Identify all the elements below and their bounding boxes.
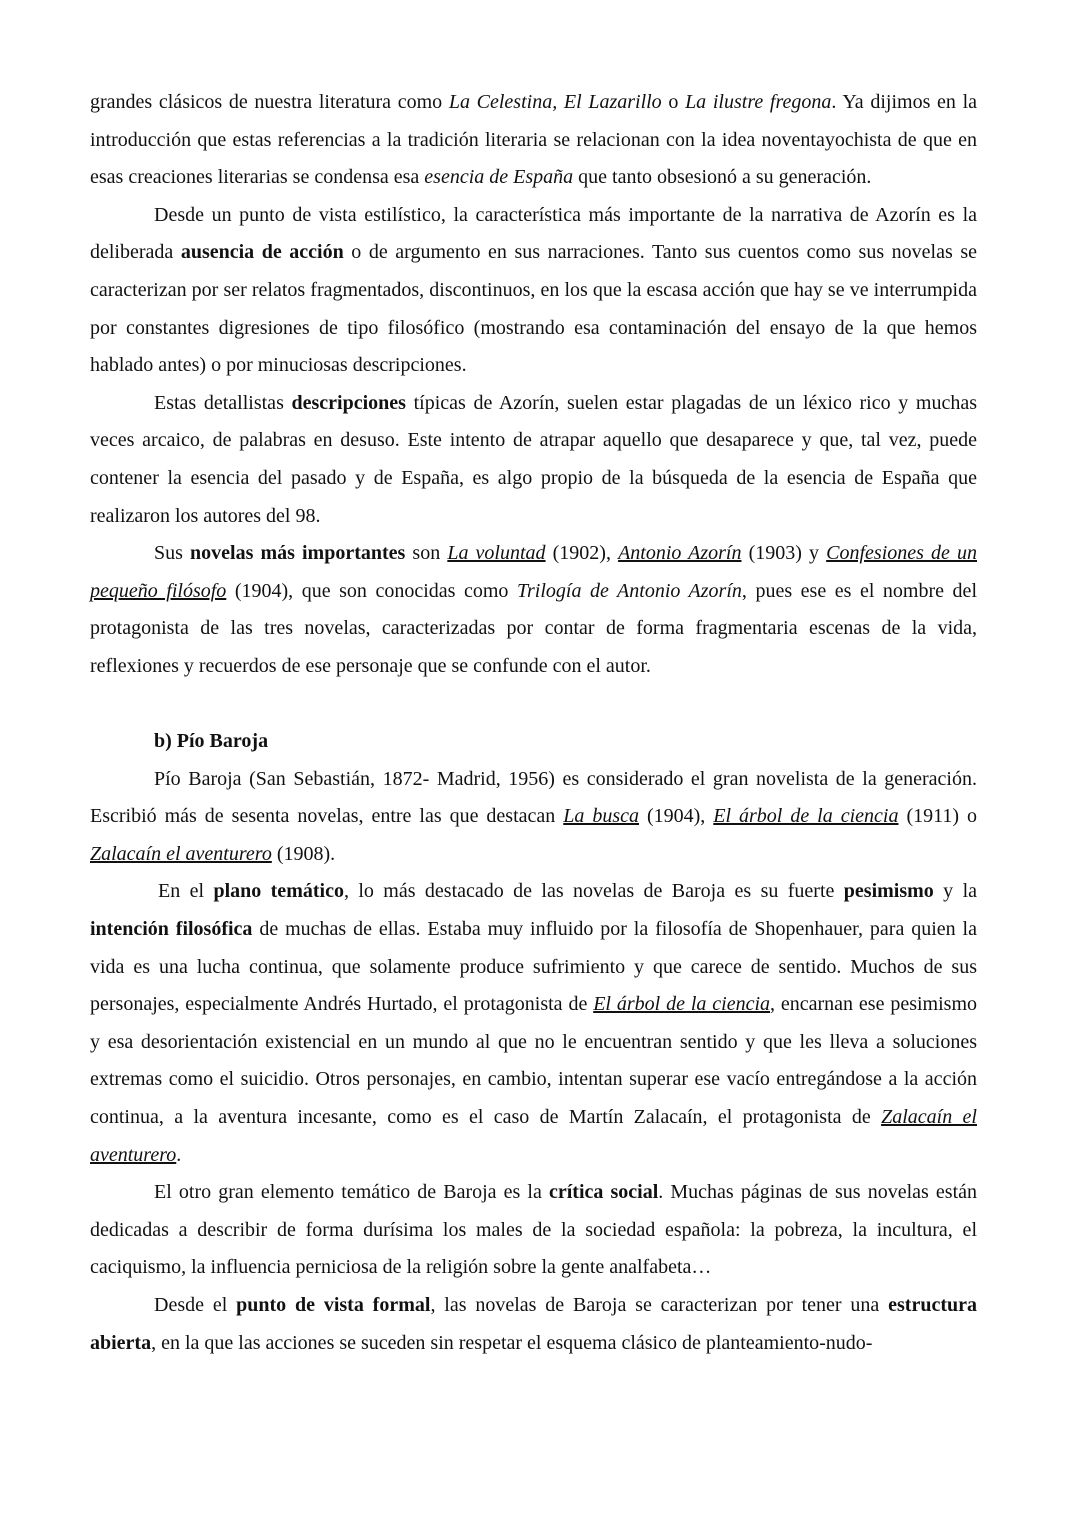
text-run: (1904), [639, 805, 714, 828]
text-run: (1902), [545, 542, 619, 565]
text-run: Desde un punto de vista estilístico, la característica más importante de la narrativa de Azorín es la deliberada [90, 203, 977, 264]
paragraph-azorin-descriptions [90, 385, 977, 535]
bold-keyword: intención filosófica [90, 918, 253, 941]
document-page [90, 84, 977, 1362]
text-run: (1908). [271, 842, 336, 865]
text-run: (1911) o [898, 805, 977, 828]
text-run: , las novelas de Baroja se caracterizan por tener una [430, 1294, 889, 1316]
text-run: Sus [154, 542, 191, 565]
text-run: Desde el [154, 1294, 237, 1316]
bold-keyword: descripciones [291, 391, 406, 414]
text-run: En el [158, 880, 214, 903]
text-run: , en la que las acciones se suceden sin respetar el esquema clásico de planteamiento-nudo- [151, 1331, 873, 1354]
paragraph-baroja-social [90, 1174, 977, 1287]
text-run: son [405, 542, 448, 565]
bold-keyword: pesimismo [843, 880, 934, 903]
text-run: , lo más destacado de las novelas de Baroja es su fuerte [343, 880, 844, 903]
work-title: Confesiones de un pequeño filósofo [90, 542, 977, 602]
work-title: El árbol de la ciencia [593, 993, 770, 1016]
text-run: o de argumento en sus narraciones. Tanto sus cuentos como sus novelas se caracterizan por ser relatos fragmentados, discontinuos, en los que la escasa acción que hay se ve interrumpida por constantes digresiones de tipo filosófico (mostrando esa contaminación del ensayo de la que hemos hablado antes) o por minuciosas descripciones. [90, 241, 977, 377]
text-run: . Muchas páginas de sus novelas están dedicadas a describir de forma durísima los males de la sociedad española: la pobreza, la incultura, el caciquismo, la influencia perniciosa de la religión sobre la gente analfabeta… [90, 1181, 977, 1279]
work-title: Zalacaín el aventurero [90, 842, 272, 865]
text-run: . [176, 1143, 182, 1166]
italic-work-title: La Celestina, El Lazarillo [448, 91, 662, 113]
bold-keyword: punto de vista formal [236, 1294, 431, 1316]
text-run: Estas detallistas [154, 391, 292, 414]
blank-line [90, 686, 977, 724]
italic-phrase: Trilogía de Antonio Azorín [516, 579, 742, 602]
work-title: El árbol de la ciencia [713, 805, 899, 828]
text-run: de muchas de ellas. Estaba muy influido por la filosofía de Shopenhauer, para quien la vida es una lucha continua, que solamente produce sufrimiento y que carece de sentido. Muchos de sus personajes, especialmente Andrés Hurtado, el protagonista de [90, 918, 977, 1016]
work-title: Zalacaín el aventurero [90, 1106, 977, 1166]
paragraph-azorin-novels [90, 535, 977, 685]
paragraph-baroja-intro [90, 761, 977, 874]
text-run: (1904), que son conocidas como [226, 579, 517, 602]
text-run: (1903) y [741, 542, 827, 565]
work-title: La busca [563, 805, 640, 828]
work-title: Antonio Azorín [618, 542, 742, 565]
bold-keyword: plano temático [213, 880, 344, 903]
italic-work-title: La ilustre fregona [685, 91, 832, 113]
paragraph-baroja-themes [90, 873, 977, 1174]
text-run: típicas de Azorín, suelen estar plagadas de un léxico rico y muchas veces arcaico, de palabras en desuso. Este intento de atrapar aquello que desaparece y que, tal vez, puede contener la esencia del pasado y de España, es algo propio de la búsqueda de la esencia de España que realizaron los autores del 98. [90, 391, 977, 527]
paragraph-azorin-style [90, 197, 977, 385]
text-run: . Ya dijimos en la introducción que estas referencias a la tradición literaria se relacionan con la idea noventayochista de que en esas creaciones literarias se condensa esa [90, 91, 978, 189]
text-run: Pío Baroja (San Sebastián, 1872- Madrid, 1956) es considerado el gran novelista de la generación. Escribió más de sesenta novelas, entre las que destacan [90, 767, 977, 828]
italic-phrase: esencia de España [424, 166, 574, 189]
bold-keyword: crítica social [548, 1181, 659, 1204]
text-run: que tanto obsesionó a su generación. [573, 166, 872, 189]
bold-keyword: novelas más importantes [190, 542, 406, 565]
text-run: , encarnan ese pesimismo y esa desorientación existencial en un mundo al que no le encuentran sentido y que les lleva a soluciones extremas como el suicidio. Otros personajes, en cambio, intentan superar ese vacío entregándose a la acción continua, a la aventura incesante, como es el caso de Martín Zalacaín, el protagonista de [90, 993, 978, 1129]
section-heading: b) Pío Baroja [154, 730, 269, 753]
work-title: La voluntad [447, 542, 546, 565]
text-run: y la [933, 880, 978, 903]
bold-keyword: estructura abierta [90, 1294, 977, 1354]
text-run: o [661, 91, 686, 113]
text-run: El otro gran elemento temático de Baroja es la [154, 1181, 549, 1204]
paragraph-baroja-form [90, 1287, 977, 1362]
text-run: grandes clásicos de nuestra literatura como [90, 91, 449, 113]
paragraph-azorin-tradition [90, 84, 977, 197]
text-run: , pues ese es el nombre del protagonista de las tres novelas, caracterizadas por contar de forma fragmentaria escenas de la vida, reflexiones y recuerdos de ese personaje que se confunde con el autor. [90, 579, 977, 677]
bold-keyword: ausencia de acción [180, 241, 344, 264]
